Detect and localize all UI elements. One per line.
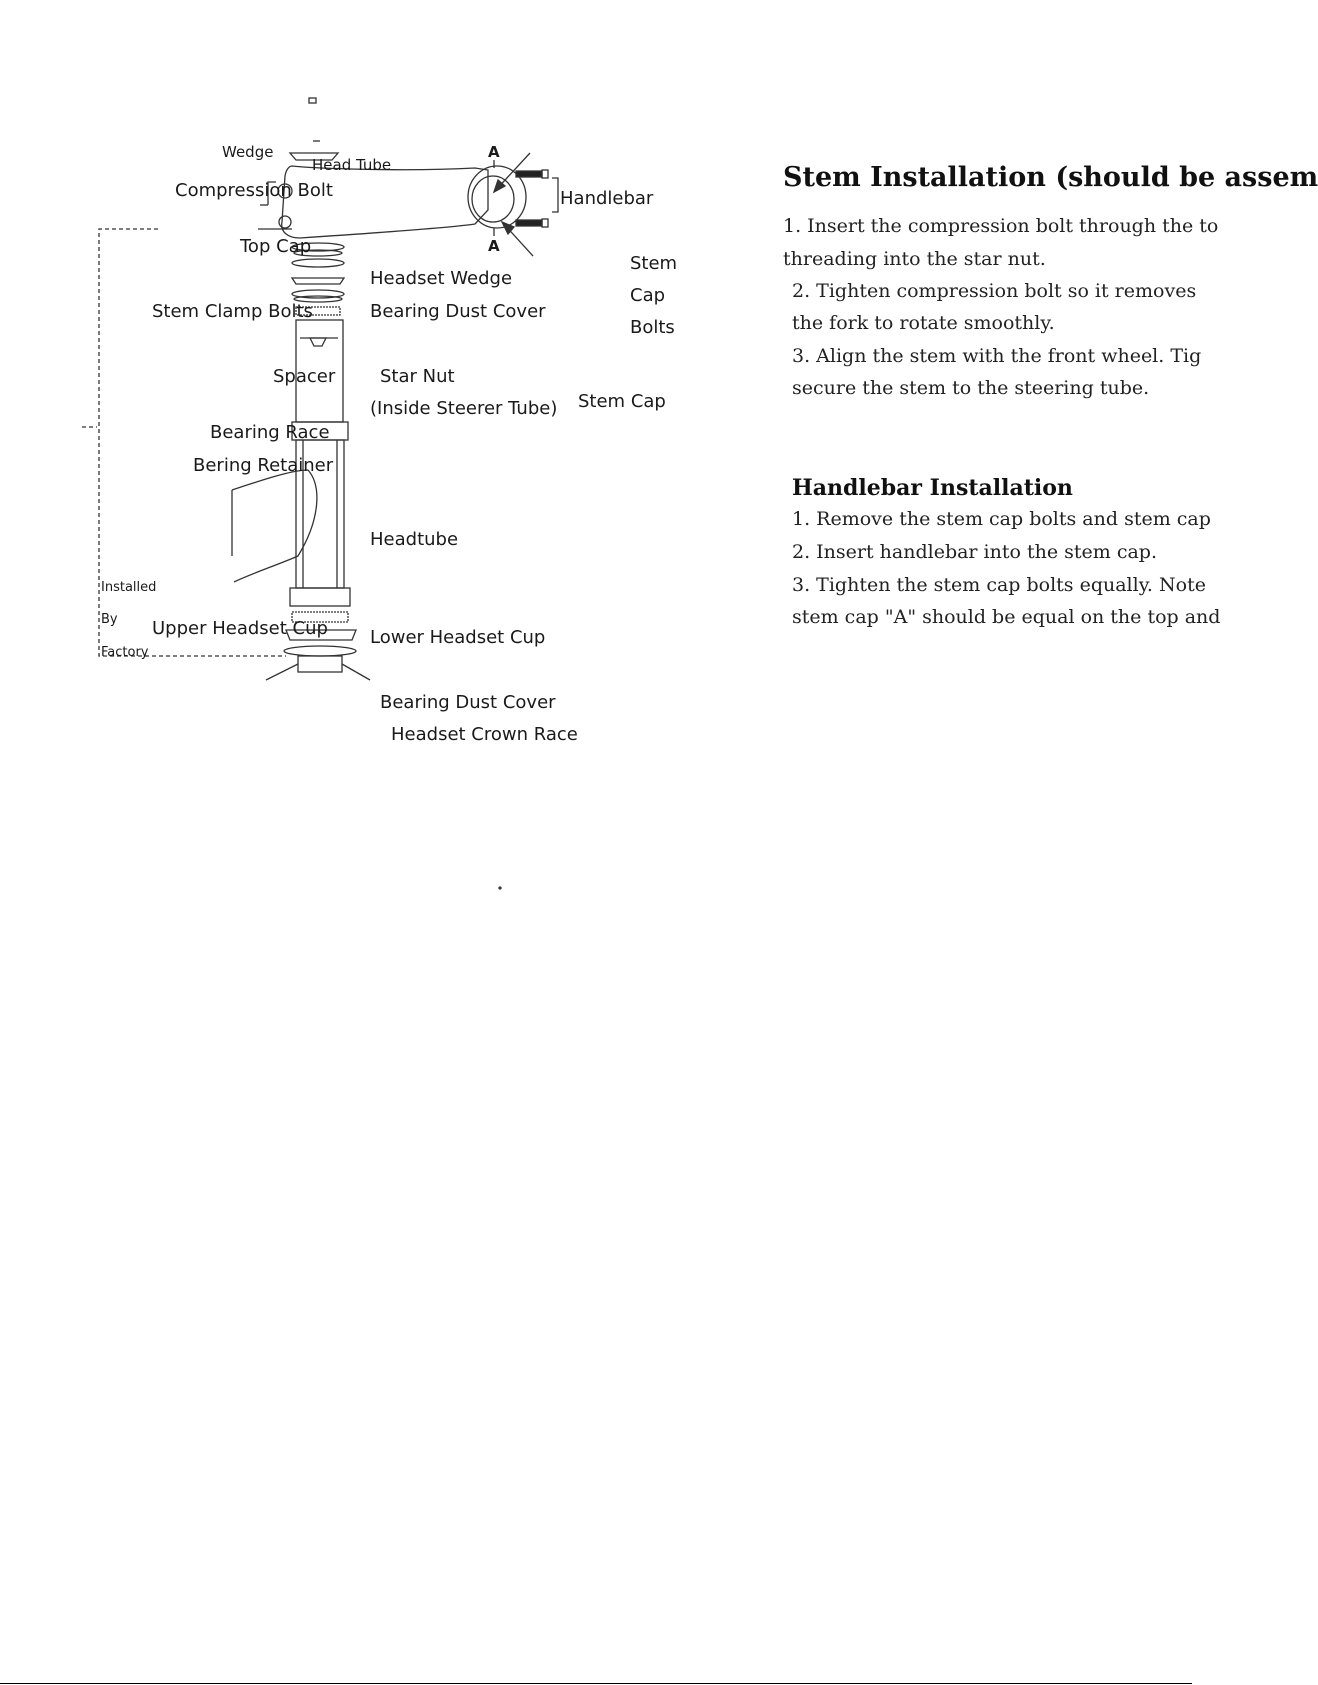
label-star-nut: Star Nut <box>380 366 455 387</box>
label-headset-wedge: Headset Wedge <box>370 268 513 289</box>
stem-cap-bolt-lower-head <box>542 219 548 227</box>
stem-step-2: 2. Tighten compression bolt so it removes <box>792 280 1197 302</box>
stem-cap-bolt-lower <box>516 220 542 226</box>
label-inside-steerer-tube: (Inside Steerer Tube) <box>370 398 558 419</box>
footnote-dot <box>499 887 501 889</box>
label-upper-headset-cup: Upper Headset Cup <box>152 618 328 639</box>
label-bearing-dust-cover-top: Bearing Dust Cover <box>370 301 546 322</box>
label-top-cap: Top Cap <box>240 236 312 257</box>
stem-step-3-cont: secure the stem to the steering tube. <box>792 377 1150 399</box>
label-cap: Cap <box>630 285 666 306</box>
label-a-top: A <box>488 143 500 161</box>
label-spacer: Spacer <box>273 366 336 387</box>
page-bottom-rule <box>0 1683 1192 1684</box>
stem-body <box>282 166 488 238</box>
headset-wedge-ring <box>292 278 344 284</box>
star-nut <box>310 338 326 346</box>
label-by: By <box>101 612 118 627</box>
label-bearing-dust-cover-bottom: Bearing Dust Cover <box>380 692 556 713</box>
head-tube-bottom-band <box>290 588 350 606</box>
handlebar-installation-heading: Handlebar Installation <box>792 475 1073 501</box>
stem-cap-bolt-upper <box>516 171 542 177</box>
crown-race-part <box>284 646 356 656</box>
label-bolts: Bolts <box>630 317 675 338</box>
label-factory: Factory <box>101 645 149 660</box>
label-bering-retainer: Bering Retainer <box>193 455 334 476</box>
fork-steerer <box>298 656 342 672</box>
headset-wedge-part <box>292 259 344 267</box>
stem-step-3: 3. Align the stem with the front wheel. Tig <box>792 345 1202 367</box>
stem-installation-heading: Stem Installation (should be assem <box>783 162 1318 193</box>
handlebar-step-2: 2. Insert handlebar into the stem cap. <box>792 541 1157 563</box>
label-installed: Installed <box>101 580 157 595</box>
fork-leg-left <box>266 664 298 680</box>
top-marker <box>309 98 316 103</box>
down-tube-curve <box>232 470 317 582</box>
label-a-bottom: A <box>488 237 500 255</box>
label-stem: Stem <box>630 253 678 274</box>
compression-bolt-lower <box>279 216 291 228</box>
label-head-tube: Head Tube <box>312 156 392 174</box>
label-bearing-race: Bearing Race <box>210 422 330 443</box>
label-headset-crown-race: Headset Crown Race <box>391 724 578 745</box>
handlebar-bracket <box>552 178 558 212</box>
stem-step-2-cont: the fork to rotate smoothly. <box>792 312 1055 334</box>
handlebar-step-1: 1. Remove the stem cap bolts and stem cap <box>792 508 1211 530</box>
label-stem-clamp-bolts: Stem Clamp Bolts <box>152 301 313 322</box>
stem-step-1-cont: threading into the star nut. <box>783 248 1046 270</box>
label-compression-bolt: Compression Bolt <box>175 180 333 201</box>
label-stem-cap: Stem Cap <box>578 391 666 412</box>
label-wedge: Wedge <box>222 143 274 161</box>
handlebar-step-3-cont: stem cap "A" should be equal on the top and <box>792 606 1221 628</box>
handlebar-step-3: 3. Tighten the stem cap bolts equally. Note <box>792 574 1206 596</box>
handlebar-clamp-inner <box>472 176 514 222</box>
label-handlebar: Handlebar <box>560 188 654 209</box>
label-lower-headset-cup: Lower Headset Cup <box>370 627 546 648</box>
stem-cap-bolt-upper-head <box>542 170 548 178</box>
fork-leg-right <box>342 664 370 680</box>
label-headtube: Headtube <box>370 529 459 550</box>
stem-step-1: 1. Insert the compression bolt through the to <box>783 215 1219 237</box>
